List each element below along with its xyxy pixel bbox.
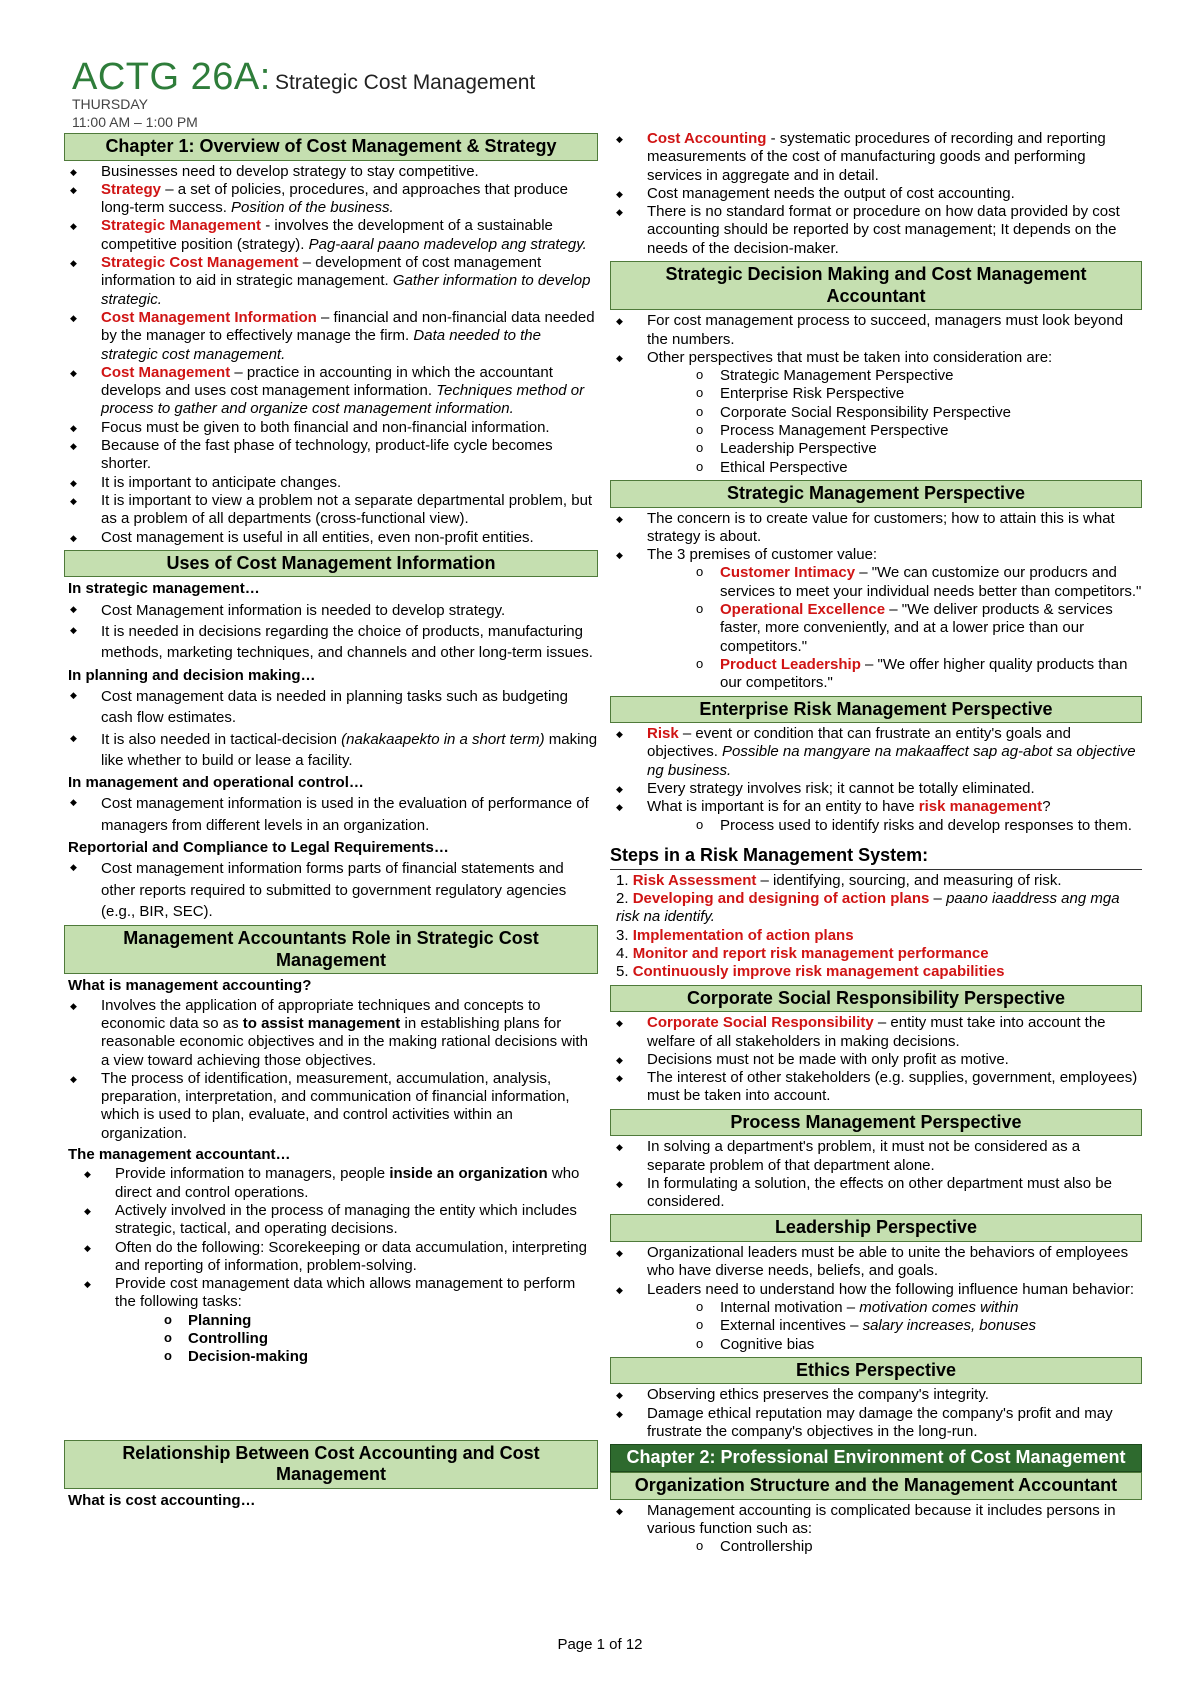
list-item: ◆ Cost management information is used in the evaluation of performance of managers from different levels in an organization. [64,793,598,836]
list-item: ◆ Organizational leaders must be able to unite the behaviors of employees who have diverse needs, beliefs, and goals. [610,1244,1142,1281]
list-item: ◆ The process of identification, measurement, accumulation, analysis, preparation, interpretation, and communication of financial information, which is used to plan, evaluate, and control activities within an organization. [64,1070,598,1143]
chapter-2-heading: Chapter 2: Professional Environment of Cost Management [610,1444,1142,1472]
list-item: ◆ Cost Management Information – financial and non-financial data needed by the manager to effectively manage the firm. Data needed to the strategic cost management. [64,309,598,364]
list-item: ◆ It is needed in decisions regarding the choice of products, manufacturing methods, marketing techniques, and channels and other long-term issues. [64,621,598,664]
list-item: ◆ The concern is to create value for customers; how to attain this is what strategy is about. [610,510,1142,547]
left-column [64,130,598,1511]
list-item: o Cognitive bias [610,1336,1142,1354]
list-item: ◆ Businesses need to develop strategy to stay competitive. [64,163,598,181]
subheading: What is management accounting? [68,977,312,995]
list-item: ◆ Strategy – a set of policies, procedures, and approaches that produce long-term success. Position of the business. [64,181,598,218]
list-item: ◆ Other perspectives that must be taken into consideration are: [610,349,1142,367]
list-item: ◆ There is no standard format or procedure on how data provided by cost accounting should be reported by cost management; It depends on the needs of the decision-maker. [610,203,1142,258]
list-item: o Ethical Perspective [610,459,1142,477]
list-item: ◆ Cost management needs the output of cost accounting. [610,185,1142,203]
list-item: ◆ Damage ethical reputation may damage the company's profit and may frustrate the company's objectives in the long-run. [610,1405,1142,1442]
ch2-sublist [610,1538,1142,1556]
list-item: ◆ Cost Management information is needed to develop strategy. [64,600,598,621]
list-item: ◆ Often do the following: Scorekeeping or data accumulation, interpreting and reporting of information, problem-solving. [78,1239,598,1276]
ep-list [610,1386,1142,1441]
list-item: ◆ Provide cost management data which allows management to perform the following tasks: [78,1275,598,1312]
list-item: ◆ In formulating a solution, the effects on other department must also be considered. [610,1175,1142,1212]
csr-list [610,1014,1142,1105]
list-item: ◆ It is important to view a problem not a separate departmental problem, but as a problem of all departments (cross-functional view). [64,492,598,529]
list-item: o Customer Intimacy – "We can customize our producrs and services to meet your individual needs better than competitors." [610,564,1142,601]
list-item: o Internal motivation – motivation comes within [610,1299,1142,1317]
sdm-heading: Strategic Decision Making and Cost Management Accountant [610,261,1142,310]
list-item: ◆ Decisions must not be made with only profit as motive. [610,1051,1142,1069]
list-item: ◆ Leaders need to understand how the following influence human behavior: [610,1281,1142,1299]
list-item: ◆ Provide information to managers, people inside an organization who direct and control operations. [78,1165,598,1202]
course-code: ACTG 26A: [72,56,271,98]
list-item: ◆ For cost management process to succeed, managers must look beyond the numbers. [610,312,1142,349]
step-item: 4. Monitor and report risk management performance [616,945,989,963]
subheading: In management and operational control… [68,774,364,792]
list-item: o Planning [78,1312,598,1330]
tasks-list [64,1312,598,1367]
uses-list-4 [64,858,598,922]
uses-heading: Uses of Cost Management Information [64,550,598,578]
subheading: Reportorial and Compliance to Legal Requirements… [68,838,449,856]
erm-sublist [610,817,1142,835]
list-item: ◆ Strategic Cost Management – development of cost management information to aid in strategic management. Gather information to develop strategic. [64,254,598,309]
uses-list-3 [64,793,598,836]
page-footer: Page 1 of 12 [557,1636,643,1653]
course-title: Strategic Cost Management [274,71,536,94]
erm-list [610,725,1142,816]
list-item: ◆ Cost management data is needed in planning tasks such as budgeting cash flow estimates. [64,686,598,729]
list-item: ◆ In solving a department's problem, it must not be considered as a separate problem of that department alone. [610,1138,1142,1175]
list-item: ◆ Cost management is useful in all entities, even non-profit entities. [64,529,598,547]
list-item: ◆ What is important is for an entity to have risk management? [610,798,1142,816]
list-item: o Corporate Social Responsibility Perspective [610,404,1142,422]
pmp-list [610,1138,1142,1211]
role-heading: Management Accountants Role in Strategic Cost Management [64,925,598,974]
list-item: ◆ Risk – event or condition that can frustrate an entity's goals and objectives. Possible na mangyare na makaaffect sap ag-abot sa objective ng business. [610,725,1142,780]
list-item: ◆ Because of the fast phase of technology, product-life cycle becomes shorter. [64,437,598,474]
list-item: o Controllership [610,1538,1142,1556]
csr-heading: Corporate Social Responsibility Perspective [610,985,1142,1013]
role-list-2 [64,1165,598,1311]
list-item: ◆ It is important to anticipate changes. [64,474,598,492]
list-item: ◆ Cost Accounting - systematic procedures of recording and reporting measurements of the cost of manufacturing goods and performing services in aggregate and in detail. [610,130,1142,185]
list-item: ◆ Strategic Management - involves the development of a sustainable competitive position (strategy). Pag-aaral paano madevelop ang strategy. [64,217,598,254]
subheading: What is cost accounting… [68,1491,256,1509]
list-item: ◆ Cost Management – practice in accounting in which the accountant develops and uses cost management information. Techniques method or process to gather and organize cost management information. [64,364,598,419]
document-header [72,58,535,131]
class-time: 11:00 AM – 1:00 PM [72,113,198,130]
list-item: o Strategic Management Perspective [610,367,1142,385]
list-item: ◆ Every strategy involves risk; it cannot be totally eliminated. [610,780,1142,798]
right-column [610,130,1142,1556]
list-item: ◆ The interest of other stakeholders (e.g. supplies, government, employees) must be taken into account. [610,1069,1142,1106]
ch2-list [610,1502,1142,1539]
cost-accounting-list [610,130,1142,258]
lp-sublist [610,1299,1142,1354]
erm-heading: Enterprise Risk Management Perspective [610,696,1142,724]
chapter-1-heading: Chapter 1: Overview of Cost Management & Strategy [64,133,598,161]
role-list-1 [64,997,598,1143]
list-item: ◆ Corporate Social Responsibility – entity must take into account the welfare of all stakeholders in making decisions. [610,1014,1142,1051]
step-item: 5. Continuously improve risk management capabilities [616,963,1005,981]
list-item: ◆ Focus must be given to both financial and non-financial information. [64,419,598,437]
steps-heading: Steps in a Risk Management System: [610,845,1142,870]
perspectives-list [610,367,1142,477]
list-item: ◆ Observing ethics preserves the company's integrity. [610,1386,1142,1404]
lp-list [610,1244,1142,1299]
list-item: o Controlling [78,1330,598,1348]
ep-heading: Ethics Perspective [610,1357,1142,1385]
subheading: In strategic management… [68,580,260,598]
uses-list-1 [64,600,598,664]
subheading: The management accountant… [68,1146,291,1164]
lp-heading: Leadership Perspective [610,1214,1142,1242]
step-item: 1. Risk Assessment – identifying, sourcing, and measuring of risk. [616,871,1062,889]
step-item: 3. Implementation of action plans [616,926,854,944]
list-item: o External incentives – salary increases, bonuses [610,1317,1142,1335]
list-item: o Enterprise Risk Perspective [610,385,1142,403]
list-item: ◆ Actively involved in the process of managing the entity which includes strategic, tactical, and operating decisions. [78,1202,598,1239]
list-item: o Decision-making [78,1348,598,1366]
premises-list [610,564,1142,692]
class-day: THURSDAY [72,96,148,112]
list-item: o Leadership Perspective [610,440,1142,458]
sdm-list [610,312,1142,367]
list-item: ◆ The 3 premises of customer value: [610,546,1142,564]
list-item: ◆ Cost management information forms parts of financial statements and other reports required to submitted to government regulatory agencies (e.g., BIR, SEC). [64,858,598,922]
list-item: ◆ It is also needed in tactical-decision (nakakaapekto in a short term) making like whether to build or lease a facility. [64,729,598,772]
list-item: o Process Management Perspective [610,422,1142,440]
list-item: o Product Leadership – "We offer higher quality products than our competitors." [610,656,1142,693]
pmp-heading: Process Management Perspective [610,1109,1142,1137]
relationship-heading: Relationship Between Cost Accounting and Cost Management [64,1440,598,1489]
chapter-1-list [64,163,598,547]
list-item: o Operational Excellence – "We deliver products & services faster, more conveniently, and at a lower price than our competitors." [610,601,1142,656]
subheading: In planning and decision making… [68,666,316,684]
list-item: ◆ Involves the application of appropriate techniques and concepts to economic data so as to assist management in establishing plans for reasonable economic objectives and in the making rational decisions with a view toward achieving those objectives. [64,997,598,1070]
list-item: o Process used to identify risks and develop responses to them. [610,817,1142,835]
smp-list [610,510,1142,565]
step-item: 2. Developing and designing of action plans – paano iaaddress ang mga risk na identify. [616,890,1120,926]
list-item: ◆ Management accounting is complicated because it includes persons in various function such as: [610,1502,1142,1539]
chapter-2-subheading: Organization Structure and the Management Accountant [610,1472,1142,1500]
smp-heading: Strategic Management Perspective [610,480,1142,508]
uses-list-2 [64,686,598,771]
